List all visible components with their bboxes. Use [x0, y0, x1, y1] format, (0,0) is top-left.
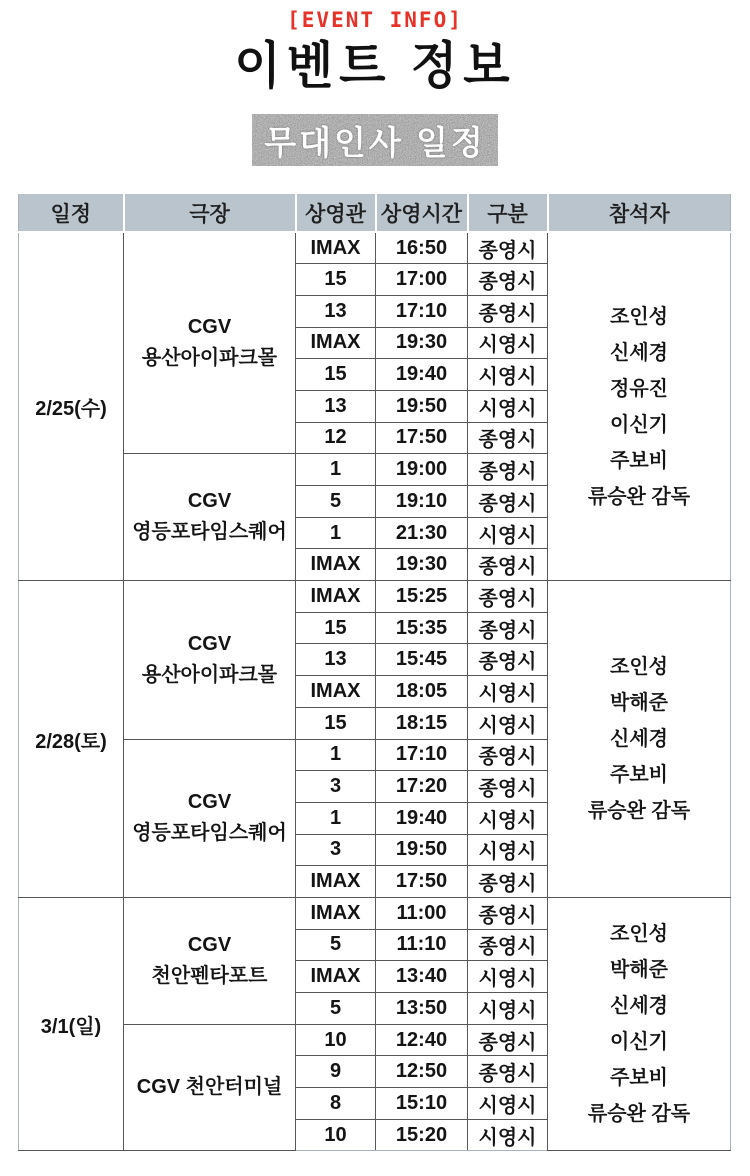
type-cell: 종영시	[468, 612, 548, 644]
type-cell: 종영시	[468, 232, 548, 264]
screen-cell: 15	[296, 359, 376, 391]
theater-cell	[124, 581, 296, 739]
screen-cell: 1	[296, 739, 376, 771]
type-cell: 시영시	[468, 1119, 548, 1151]
theater-name-line: 영등포타임스퀘어	[132, 521, 287, 544]
time-cell: 18:15	[376, 707, 468, 739]
screen-cell: 12	[296, 422, 376, 454]
attendee-name: 박해준	[610, 959, 668, 982]
time-cell: 12:40	[376, 1024, 468, 1056]
screen-cell: 15	[296, 612, 376, 644]
type-cell: 종영시	[468, 771, 548, 803]
time-cell: 17:10	[376, 295, 468, 327]
screen-cell: IMAX	[296, 676, 376, 708]
theater-name-line: 용산아이파크몰	[141, 663, 278, 686]
screen-cell: 1	[296, 517, 376, 549]
screen-cell: 13	[296, 390, 376, 422]
type-cell: 시영시	[468, 802, 548, 834]
type-cell: 종영시	[468, 549, 548, 581]
page-title: 이벤트 정보	[234, 38, 516, 95]
schedule-body	[19, 232, 731, 1151]
screen-cell: 3	[296, 771, 376, 803]
attendees-cell	[548, 897, 731, 1151]
event-info-eyebrow: [EVENT INFO]	[287, 8, 463, 32]
theater-name-line: 천안펜타포트	[151, 964, 268, 987]
theater-cell	[124, 454, 296, 581]
schedule-row	[19, 232, 731, 264]
screen-cell: 10	[296, 1119, 376, 1151]
attendee-name: 류승완 감독	[587, 800, 691, 822]
time-cell: 17:10	[376, 739, 468, 771]
attendee-name: 주보비	[610, 449, 668, 472]
schedule-row	[19, 897, 731, 929]
col-header-screen: 상영관	[296, 193, 376, 232]
time-cell: 18:05	[376, 676, 468, 708]
screen-cell: 3	[296, 834, 376, 866]
col-header-date: 일정	[19, 193, 124, 232]
time-cell: 11:00	[376, 897, 468, 929]
screen-cell: 10	[296, 1024, 376, 1056]
type-cell: 시영시	[468, 327, 548, 359]
time-cell: 19:10	[376, 486, 468, 518]
type-cell: 종영시	[468, 1056, 548, 1088]
attendee-name: 류승완 감독	[587, 1103, 691, 1126]
screen-cell: 13	[296, 295, 376, 327]
screen-cell: IMAX	[296, 549, 376, 581]
time-cell: 17:50	[376, 422, 468, 454]
screen-cell: 13	[296, 644, 376, 676]
screen-cell: 5	[296, 929, 376, 961]
time-cell: 15:45	[376, 644, 468, 676]
attendee-name: 정유진	[610, 377, 668, 400]
time-cell: 19:30	[376, 549, 468, 581]
attendee-name: 이신기	[610, 413, 668, 436]
screen-cell: IMAX	[296, 961, 376, 993]
type-cell: 종영시	[468, 581, 548, 613]
screen-cell: 1	[296, 454, 376, 486]
screen-cell: IMAX	[296, 327, 376, 359]
type-cell: 시영시	[468, 517, 548, 549]
theater-name-line: CGV	[187, 933, 232, 956]
time-cell: 17:50	[376, 866, 468, 898]
type-cell: 종영시	[468, 454, 548, 486]
type-cell: 종영시	[468, 422, 548, 454]
theater-cell	[124, 739, 296, 897]
time-cell: 19:40	[376, 802, 468, 834]
date-cell: 2/25(수)	[19, 232, 124, 581]
schedule-head	[19, 193, 731, 232]
type-cell: 종영시	[468, 929, 548, 961]
schedule-table	[18, 192, 731, 1151]
type-cell: 시영시	[468, 676, 548, 708]
theater-name-line: 영등포타임스퀘어	[132, 822, 287, 845]
time-cell: 11:10	[376, 929, 468, 961]
section-badge-wrap	[0, 114, 750, 166]
attendee-name: 조인성	[610, 923, 668, 946]
schedule-row	[19, 581, 731, 613]
type-cell: 시영시	[468, 1088, 548, 1120]
screen-cell: 5	[296, 993, 376, 1025]
time-cell: 17:20	[376, 771, 468, 803]
time-cell: 19:40	[376, 359, 468, 391]
theater-cell	[124, 232, 296, 454]
stage-greeting-badge	[252, 114, 498, 166]
screen-cell: 15	[296, 707, 376, 739]
screen-cell: 9	[296, 1056, 376, 1088]
attendee-name: 주보비	[610, 1067, 668, 1090]
header-row	[19, 193, 731, 232]
time-cell: 13:40	[376, 961, 468, 993]
theater-cell	[124, 1024, 296, 1151]
time-cell: 17:00	[376, 264, 468, 296]
stage-greeting-badge-label: 무대인사 일정	[264, 123, 486, 161]
type-cell: 시영시	[468, 834, 548, 866]
time-cell: 16:50	[376, 232, 468, 264]
theater-cell	[124, 897, 296, 1024]
attendee-name: 박해준	[610, 692, 668, 714]
attendee-name: 조인성	[610, 305, 668, 328]
screen-cell: 1	[296, 802, 376, 834]
type-cell: 종영시	[468, 486, 548, 518]
time-cell: 12:50	[376, 1056, 468, 1088]
time-cell: 15:25	[376, 581, 468, 613]
screen-cell: IMAX	[296, 232, 376, 264]
theater-name-line: CGV	[187, 632, 232, 655]
screen-cell: 5	[296, 486, 376, 518]
attendee-name: 류승완 감독	[587, 485, 691, 508]
time-cell: 15:35	[376, 612, 468, 644]
time-cell: 19:00	[376, 454, 468, 486]
type-cell: 종영시	[468, 897, 548, 929]
attendees-cell	[548, 232, 731, 581]
theater-name-line: CGV 천안터미널	[136, 1076, 283, 1099]
attendee-name: 신세경	[610, 341, 668, 364]
col-header-time: 상영시간	[376, 193, 468, 232]
type-cell: 종영시	[468, 866, 548, 898]
schedule-table-wrap	[18, 192, 730, 1151]
attendee-name: 이신기	[610, 1031, 668, 1054]
col-header-attendees: 참석자	[548, 193, 731, 232]
time-cell: 15:20	[376, 1119, 468, 1151]
type-cell: 시영시	[468, 993, 548, 1025]
type-cell: 시영시	[468, 359, 548, 391]
time-cell: 19:50	[376, 834, 468, 866]
type-cell: 시영시	[468, 961, 548, 993]
screen-cell: IMAX	[296, 897, 376, 929]
theater-name-line: CGV	[187, 490, 232, 513]
time-cell: 19:50	[376, 390, 468, 422]
time-cell: 19:30	[376, 327, 468, 359]
col-header-type: 구분	[468, 193, 548, 232]
type-cell: 종영시	[468, 739, 548, 771]
type-cell: 시영시	[468, 390, 548, 422]
date-cell: 3/1(일)	[19, 897, 124, 1151]
type-cell: 종영시	[468, 264, 548, 296]
time-cell: 13:50	[376, 993, 468, 1025]
time-cell: 15:10	[376, 1088, 468, 1120]
attendees-cell	[548, 581, 731, 898]
col-header-theater: 극장	[124, 193, 296, 232]
attendee-name: 조인성	[610, 656, 668, 678]
type-cell: 종영시	[468, 644, 548, 676]
screen-cell: IMAX	[296, 581, 376, 613]
attendee-name: 신세경	[610, 728, 668, 750]
page-header	[0, 0, 750, 166]
screen-cell: 15	[296, 264, 376, 296]
theater-name-line: 용산아이파크몰	[141, 347, 278, 370]
screen-cell: IMAX	[296, 866, 376, 898]
attendee-name: 주보비	[610, 764, 668, 786]
screen-cell: 8	[296, 1088, 376, 1120]
date-cell: 2/28(토)	[19, 581, 124, 898]
type-cell: 종영시	[468, 295, 548, 327]
theater-name-line: CGV	[187, 316, 232, 339]
type-cell: 시영시	[468, 707, 548, 739]
time-cell: 21:30	[376, 517, 468, 549]
type-cell: 종영시	[468, 1024, 548, 1056]
theater-name-line: CGV	[187, 791, 232, 814]
attendee-name: 신세경	[610, 995, 668, 1018]
